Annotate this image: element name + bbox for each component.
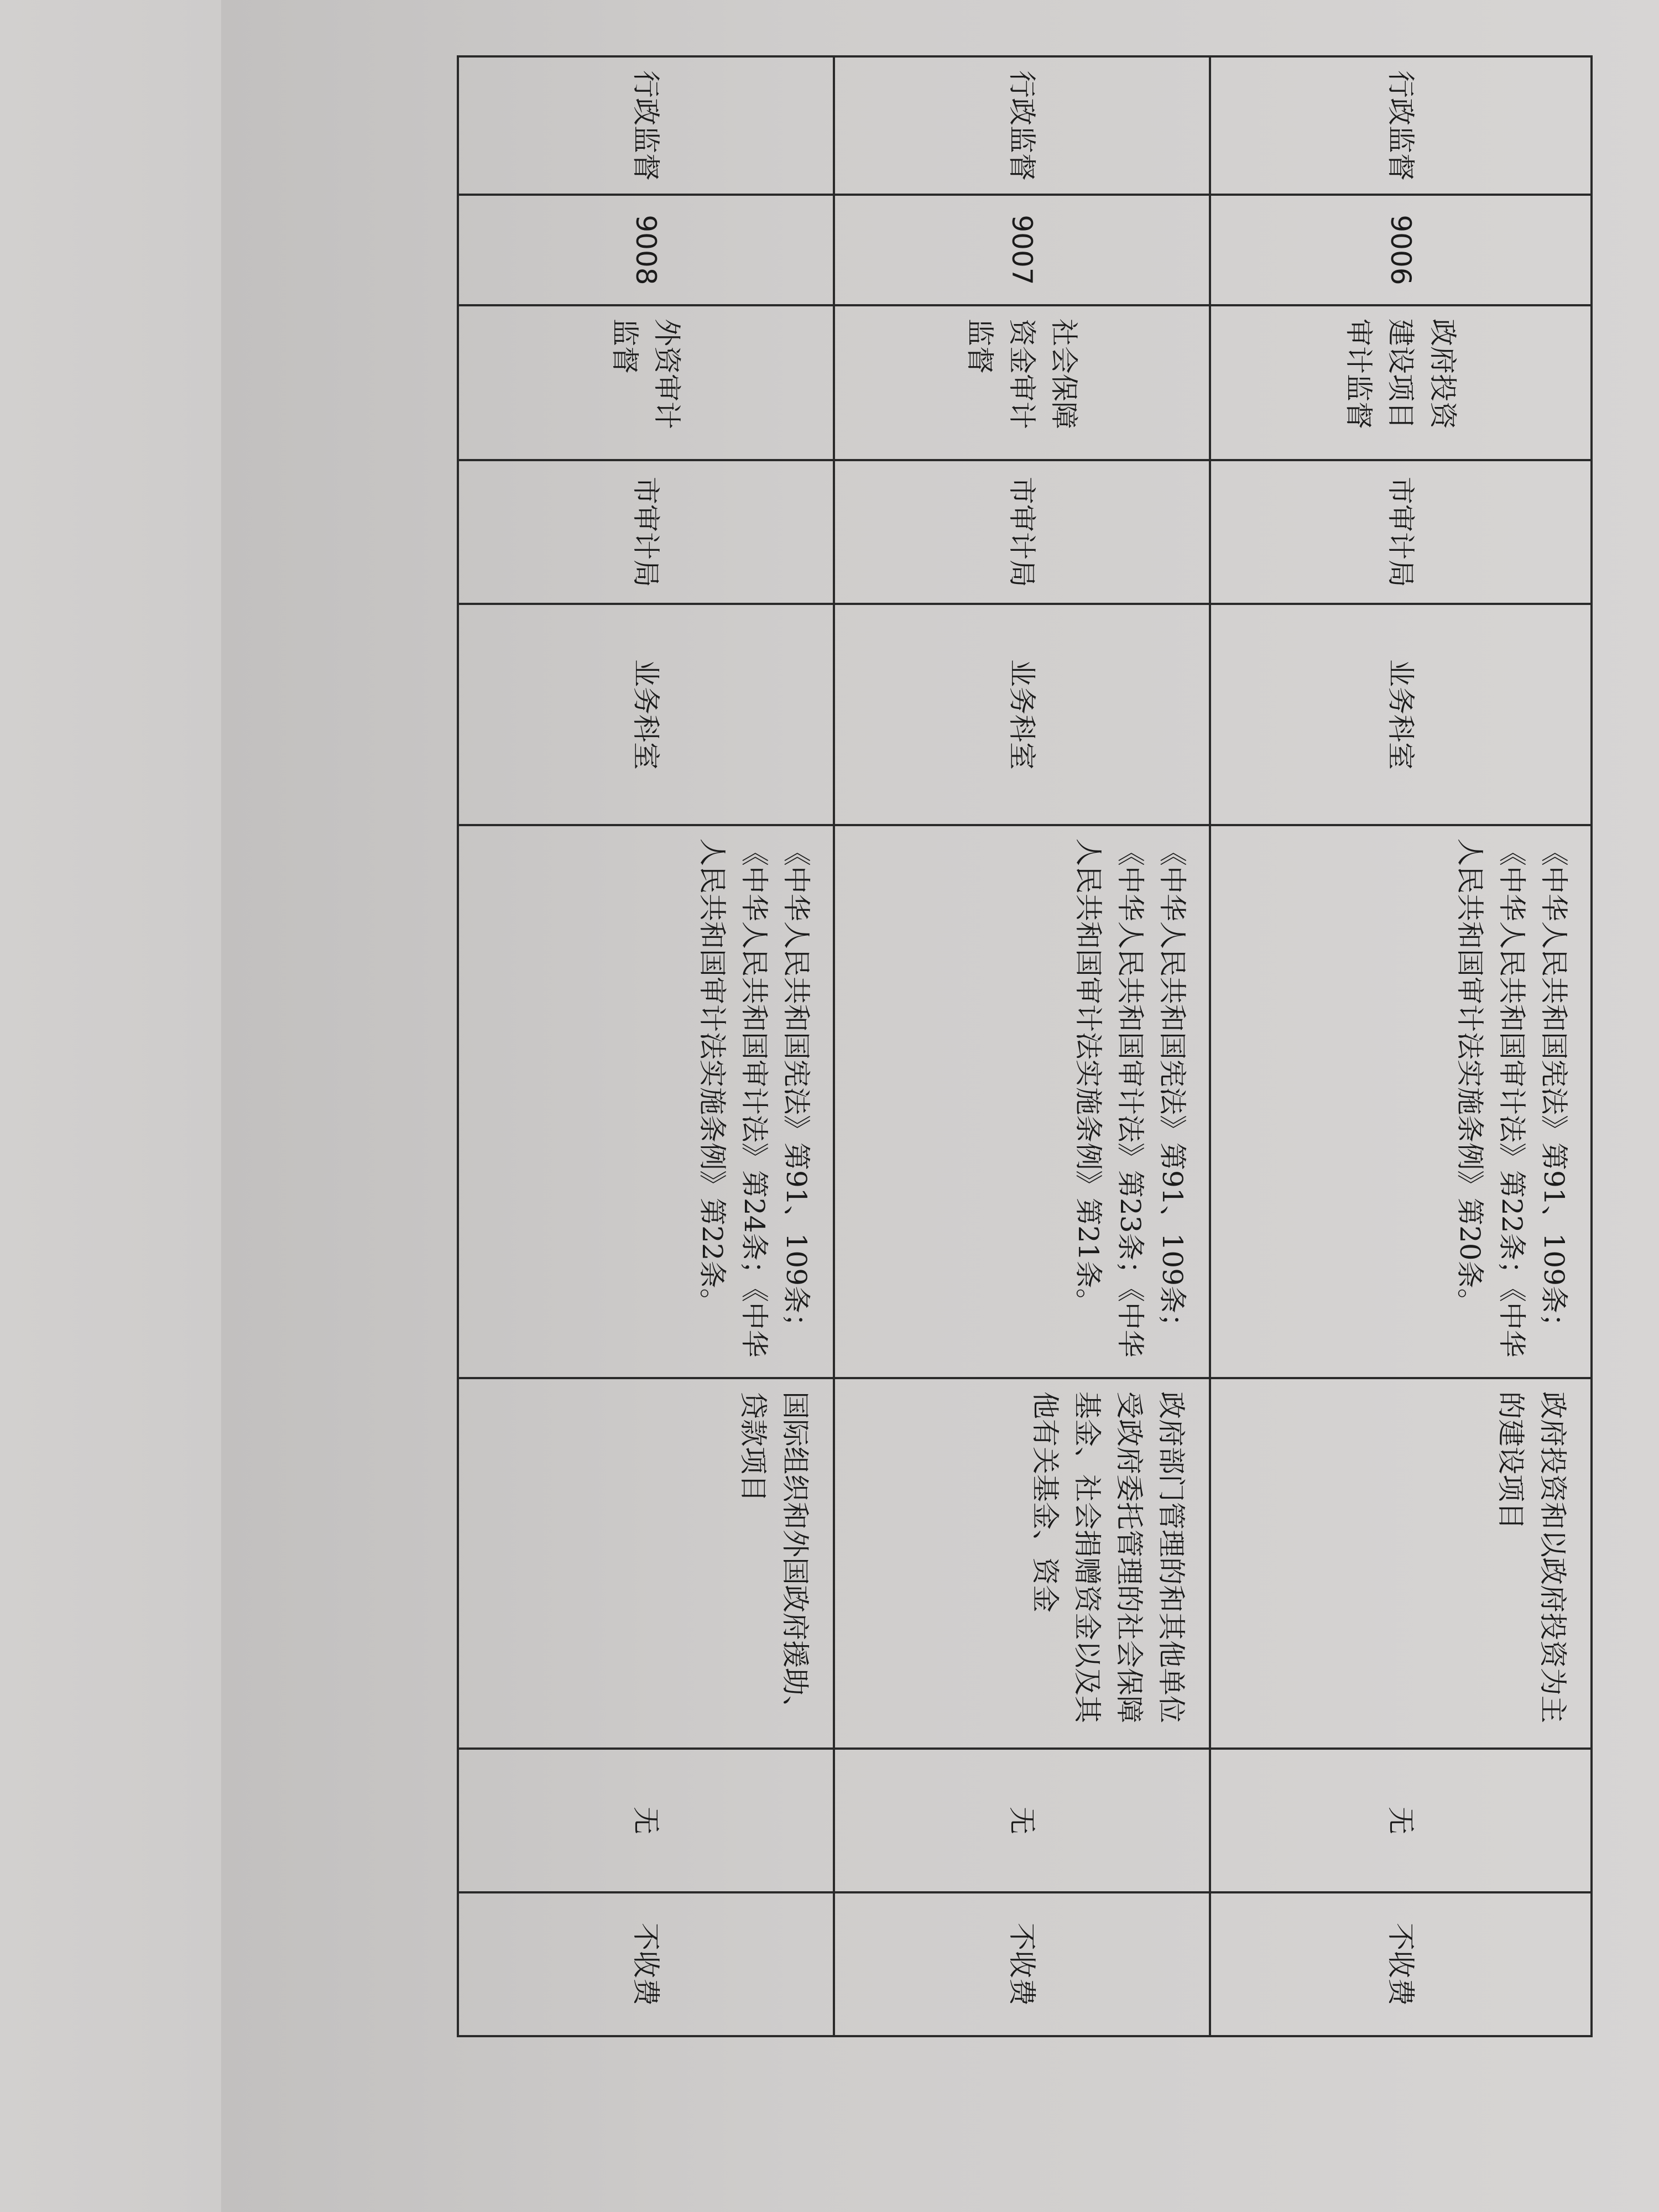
category-cell: 行政监督 <box>834 56 1210 195</box>
fee-cell: 不收费 <box>834 1892 1210 2036</box>
object-cell: 政府投资和以政府投资为主的建设项目 <box>1210 1378 1592 1749</box>
table-row <box>834 56 1210 2036</box>
item-table <box>457 55 1593 2037</box>
department-cell: 业务科室 <box>458 604 834 825</box>
condition-cell: 无 <box>458 1749 834 1892</box>
category-cell: 行政监督 <box>458 56 834 195</box>
fee-cell: 不收费 <box>1210 1892 1592 2036</box>
rotated-content <box>221 0 1659 2212</box>
object-cell: 政府部门管理的和其他单位受政府委托管理的社会保障基金、社会捐赠资金以及其他有关基金、资金 <box>834 1378 1210 1749</box>
department-cell: 业务科室 <box>1210 604 1592 825</box>
table-row <box>458 56 834 2036</box>
legal-basis-cell: 《中华人民共和国宪法》第91、109条；《中华人民共和国审计法》第22条；《中华人民共和国审计法实施条例》第20条。 <box>1210 825 1592 1378</box>
code-cell: 9007 <box>834 195 1210 305</box>
category-cell: 行政监督 <box>1210 56 1592 195</box>
condition-cell: 无 <box>1210 1749 1592 1892</box>
legal-basis-cell: 《中华人民共和国宪法》第91、109条；《中华人民共和国审计法》第24条；《中华人民共和国审计法实施条例》第22条。 <box>458 825 834 1378</box>
authority-cell: 市审计局 <box>834 460 1210 604</box>
code-cell: 9008 <box>458 195 834 305</box>
authority-cell: 市审计局 <box>458 460 834 604</box>
fee-cell: 不收费 <box>458 1892 834 2036</box>
legal-basis-cell: 《中华人民共和国宪法》第91、109条；《中华人民共和国审计法》第23条；《中华人民共和国审计法实施条例》第21条。 <box>834 825 1210 1378</box>
item-name-cell: 政府投资建设项目审计监督 <box>1210 305 1592 460</box>
document-page <box>221 0 1659 2212</box>
department-cell: 业务科室 <box>834 604 1210 825</box>
item-name-cell: 外资审计监督 <box>458 305 834 460</box>
table-row <box>1210 56 1592 2036</box>
condition-cell: 无 <box>834 1749 1210 1892</box>
object-cell: 国际组织和外国政府援助、贷款项目 <box>458 1378 834 1749</box>
item-name-cell: 社会保障资金审计监督 <box>834 305 1210 460</box>
code-cell: 9006 <box>1210 195 1592 305</box>
authority-cell: 市审计局 <box>1210 460 1592 604</box>
